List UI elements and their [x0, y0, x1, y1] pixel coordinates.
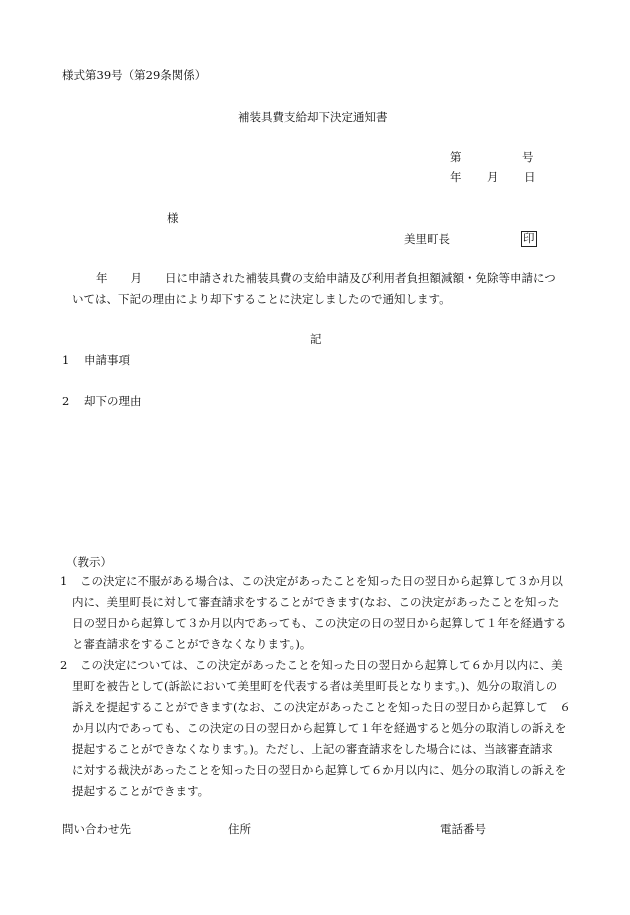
- date-month: 月: [487, 170, 499, 184]
- ki-heading: 記: [310, 332, 322, 346]
- instruction-1-number: 1: [60, 574, 68, 588]
- form-number: 様式第39号（第29条関係）: [62, 68, 207, 82]
- instruction-2-number: 2: [60, 658, 68, 672]
- instruction-1-line-4: と審査請求をすることができなくなります。)。: [72, 637, 312, 651]
- addressee-suffix: 様: [167, 211, 179, 225]
- date-year: 年: [450, 170, 462, 184]
- issuer-name: 美里町長: [404, 232, 450, 246]
- doc-number-suffix: 号: [522, 150, 534, 164]
- item-1-number: 1: [62, 353, 70, 367]
- instruction-heading: （教示）: [66, 555, 112, 569]
- date-day: 日: [524, 170, 536, 184]
- body-line-2: いては、下記の理由により却下することに決定しましたので通知します。: [72, 292, 451, 306]
- footer-contact-label: 問い合わせ先: [62, 822, 131, 836]
- seal-mark: [521, 231, 537, 247]
- instruction-2-line-6: に対する裁決があったことを知った日の翌日から起算して６か月以内に、処分の取消しの訴えを: [72, 763, 567, 777]
- instruction-2-line-2: 里町を被告として(訴訟において美里町を代表する者は美里町長となります。)、処分の取消しの: [72, 679, 558, 693]
- instruction-2-line-1: この決定については、この決定があったことを知った日の翌日から起算して６か月以内に、美: [80, 658, 563, 672]
- instruction-2-line-3: 訴えを提起することができます(なお、この決定があったことを知った日の翌日から起算して ６: [72, 700, 571, 714]
- instruction-2-line-4: か月以内であっても、この決定の日の翌日から起算して１年を経過すると処分の取消しの訴えを: [72, 721, 567, 735]
- item-2-label: 却下の理由: [84, 394, 142, 408]
- footer-address-label: 住所: [228, 822, 251, 836]
- instruction-1-line-2: 内に、美里町長に対して審査請求をすることができます(なお、この決定があったことを知った: [72, 595, 560, 609]
- instruction-2-line-5: 提起することができなくなります。)。ただし、上記の審査請求をした場合には、当該審査請求: [72, 742, 553, 756]
- doc-number-prefix: 第: [450, 150, 462, 164]
- seal-label: 印: [523, 231, 535, 245]
- instruction-1-line-1: この決定に不服がある場合は、この決定があったことを知った日の翌日から起算して３か月以: [80, 574, 563, 588]
- instruction-1-line-3: 日の翌日から起算して３か月以内であっても、この決定の日の翌日から起算して１年を経過する: [72, 616, 567, 630]
- item-2-number: 2: [62, 394, 70, 408]
- footer-phone-label: 電話番号: [440, 822, 486, 836]
- document-title: 補装具費支給却下決定通知書: [238, 110, 388, 124]
- instruction-2-line-7: 提起することができます。: [72, 784, 210, 798]
- body-line-1: 年 月 日に申請された補装具費の支給申請及び利用者負担額減額・免除等申請につ: [96, 271, 556, 285]
- item-1-label: 申請事項: [84, 353, 130, 367]
